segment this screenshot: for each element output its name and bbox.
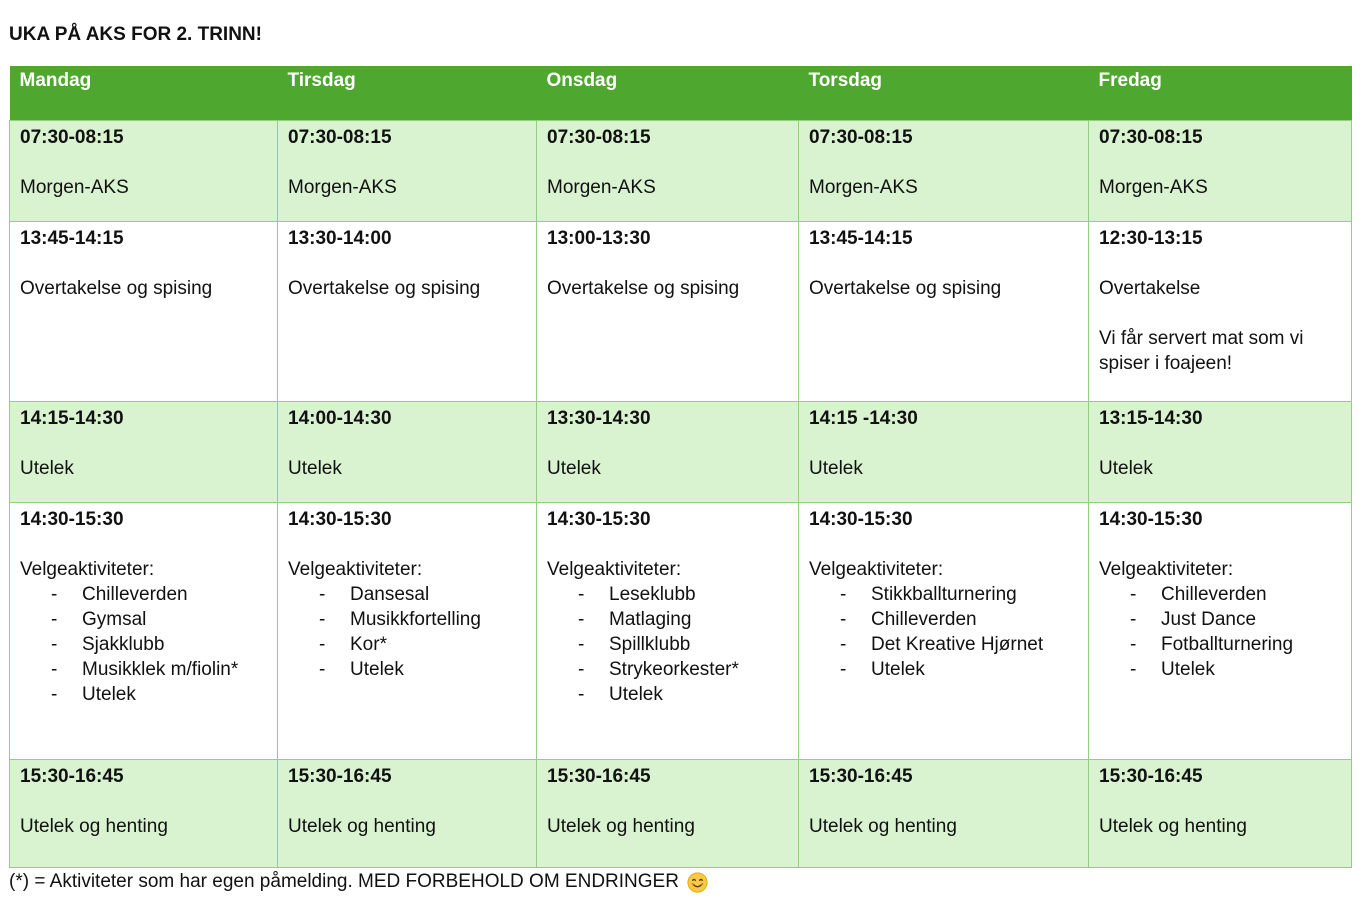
- activity-name: Sjakklubb: [82, 633, 165, 655]
- time-slot: 13:00-13:30: [547, 227, 651, 249]
- activity-item: [288, 582, 526, 607]
- outdoor-cell-monday: [10, 401, 278, 502]
- footer-text: (*) = Aktiviteter som har egen påmelding. MED FORBEHOLD OM ENDRINGER: [9, 871, 679, 892]
- bullet-dash: -: [51, 658, 58, 680]
- outdoor-cell-friday: [1089, 401, 1352, 502]
- time-slot: 13:15-14:30: [1099, 407, 1203, 429]
- activity-item: [1099, 582, 1341, 607]
- day-header-row: [10, 66, 1352, 120]
- bullet-dash: -: [1130, 608, 1137, 630]
- bullet-dash: -: [319, 633, 326, 655]
- time-slot: 14:00-14:30: [288, 407, 392, 429]
- time-slot: 07:30-08:15: [547, 126, 651, 148]
- day-header-tuesday: Tirsdag: [278, 66, 537, 120]
- outdoor-cell-tuesday: [278, 401, 537, 502]
- time-slot: 14:15-14:30: [20, 407, 124, 429]
- activity-item: [288, 632, 526, 657]
- bullet-dash: -: [578, 583, 585, 605]
- activity-item: [20, 632, 267, 657]
- activity-item: [20, 582, 267, 607]
- day-header-wednesday: Onsdag: [537, 66, 799, 120]
- time-slot: 15:30-16:45: [809, 765, 913, 787]
- slot-description: Utelek: [288, 457, 342, 479]
- bullet-dash: -: [840, 608, 847, 630]
- activity-item: [547, 607, 788, 632]
- activities-label: Velgeaktiviteter:: [20, 558, 155, 580]
- activity-item: [547, 682, 788, 707]
- activity-name: Det Kreative Hjørnet: [871, 633, 1044, 655]
- activities-label: Velgeaktiviteter:: [809, 558, 944, 580]
- outdoor-play-row: [10, 401, 1352, 502]
- bullet-dash: -: [1130, 583, 1137, 605]
- activity-item: [1099, 632, 1341, 657]
- activities-cell-friday: [1089, 502, 1352, 759]
- morning-cell-tuesday: [278, 120, 537, 221]
- time-slot: 15:30-16:45: [547, 765, 651, 787]
- slot-description: Morgen-AKS: [1099, 176, 1208, 198]
- bullet-dash: -: [1130, 633, 1137, 655]
- time-slot: 14:30-15:30: [1099, 508, 1203, 530]
- morning-cell-friday: [1089, 120, 1352, 221]
- bullet-dash: -: [578, 658, 585, 680]
- slot-description: Utelek og henting: [809, 815, 957, 837]
- bullet-dash: -: [1130, 658, 1137, 680]
- activity-name: Just Dance: [1161, 608, 1257, 630]
- bullet-dash: -: [840, 583, 847, 605]
- takeover-cell-thursday: [799, 221, 1089, 401]
- activity-list: [288, 582, 526, 682]
- time-slot: 14:30-15:30: [809, 508, 913, 530]
- activity-item: [809, 632, 1078, 657]
- bullet-dash: -: [319, 583, 326, 605]
- bullet-dash: -: [578, 608, 585, 630]
- slot-description: Utelek og henting: [547, 815, 695, 837]
- smiley-emoji-icon: [687, 872, 708, 893]
- day-header-friday: Fredag: [1089, 66, 1352, 120]
- activities-cell-monday: [10, 502, 278, 759]
- activity-name: Dansesal: [350, 583, 430, 605]
- activity-name: Spillklubb: [609, 633, 691, 655]
- morning-cell-thursday: [799, 120, 1089, 221]
- activities-label: Velgeaktiviteter:: [1099, 558, 1234, 580]
- time-slot: 15:30-16:45: [1099, 765, 1203, 787]
- slot-description: Utelek: [809, 457, 863, 479]
- activity-item: [288, 607, 526, 632]
- activity-name: Stikkballturnering: [871, 583, 1017, 605]
- time-slot: 07:30-08:15: [288, 126, 392, 148]
- bullet-dash: -: [51, 683, 58, 705]
- activity-name: Utelek: [350, 658, 404, 680]
- bullet-dash: -: [840, 658, 847, 680]
- activity-item: [20, 657, 267, 682]
- takeover-cell-monday: [10, 221, 278, 401]
- slot-description: Utelek og henting: [20, 815, 168, 837]
- activities-cell-wednesday: [537, 502, 799, 759]
- slot-description: Overtakelse og spising: [809, 277, 1002, 299]
- bullet-dash: -: [319, 608, 326, 630]
- activity-list: [20, 582, 267, 707]
- activities-cell-thursday: [799, 502, 1089, 759]
- activity-name: Chilleverden: [871, 608, 977, 630]
- outdoor-cell-wednesday: [537, 401, 799, 502]
- page-title: UKA PÅ AKS FOR 2. TRINN!: [9, 24, 262, 45]
- outdoor-cell-thursday: [799, 401, 1089, 502]
- bullet-dash: -: [578, 633, 585, 655]
- weekly-schedule-table: [9, 66, 1352, 868]
- bullet-dash: -: [51, 583, 58, 605]
- takeover-cell-tuesday: [278, 221, 537, 401]
- morning-cell-monday: [10, 120, 278, 221]
- time-slot: 13:30-14:00: [288, 227, 392, 249]
- activities-cell-tuesday: [278, 502, 537, 759]
- pickup-cell-wednesday: [537, 759, 799, 867]
- time-slot: 14:15 -14:30: [809, 407, 918, 429]
- meal-note: Vi får servert mat som vi spiser i foajeen!: [1099, 327, 1304, 374]
- pickup-cell-monday: [10, 759, 278, 867]
- time-slot: 13:45-14:15: [20, 227, 124, 249]
- pickup-cell-tuesday: [278, 759, 537, 867]
- time-slot: 13:30-14:30: [547, 407, 651, 429]
- takeover-cell-friday: [1089, 221, 1352, 401]
- activity-item: [1099, 657, 1341, 682]
- activity-name: Chilleverden: [82, 583, 188, 605]
- pickup-cell-friday: [1089, 759, 1352, 867]
- time-slot: 15:30-16:45: [288, 765, 392, 787]
- activity-name: Musikkfortelling: [350, 608, 481, 630]
- activity-item: [20, 682, 267, 707]
- time-slot: 15:30-16:45: [20, 765, 124, 787]
- activity-item: [809, 607, 1078, 632]
- activities-label: Velgeaktiviteter:: [288, 558, 423, 580]
- activity-item: [1099, 607, 1341, 632]
- time-slot: 12:30-13:15: [1099, 227, 1203, 249]
- day-header-thursday: Torsdag: [799, 66, 1089, 120]
- bullet-dash: -: [578, 683, 585, 705]
- bullet-dash: -: [840, 633, 847, 655]
- slot-description: Overtakelse og spising: [20, 277, 213, 299]
- pickup-row: [10, 759, 1352, 867]
- time-slot: 07:30-08:15: [1099, 126, 1203, 148]
- slot-description: Overtakelse og spising: [288, 277, 481, 299]
- activity-item: [809, 582, 1078, 607]
- slot-description: Morgen-AKS: [547, 176, 656, 198]
- takeover-row: [10, 221, 1352, 401]
- activity-name: Utelek: [871, 658, 925, 680]
- activity-list: [1099, 582, 1341, 682]
- activities-row: [10, 502, 1352, 759]
- slot-description: Morgen-AKS: [288, 176, 397, 198]
- time-slot: 14:30-15:30: [288, 508, 392, 530]
- slot-description: Utelek og henting: [1099, 815, 1247, 837]
- activity-item: [809, 657, 1078, 682]
- activity-name: Matlaging: [609, 608, 692, 630]
- day-header-monday: Mandag: [10, 66, 278, 120]
- activities-label: Velgeaktiviteter:: [547, 558, 682, 580]
- activity-name: Kor*: [350, 633, 387, 655]
- activity-name: Leseklubb: [609, 583, 696, 605]
- takeover-cell-wednesday: [537, 221, 799, 401]
- slot-description: Utelek: [1099, 457, 1153, 479]
- slot-description: Utelek: [547, 457, 601, 479]
- time-slot: 14:30-15:30: [20, 508, 124, 530]
- activity-name: Fotballturnering: [1161, 633, 1294, 655]
- activity-name: Gymsal: [82, 608, 147, 630]
- activity-list: [809, 582, 1078, 682]
- pickup-cell-thursday: [799, 759, 1089, 867]
- time-slot: 13:45-14:15: [809, 227, 913, 249]
- activity-item: [547, 657, 788, 682]
- morning-row: [10, 120, 1352, 221]
- activity-item: [288, 657, 526, 682]
- slot-description: Morgen-AKS: [20, 176, 129, 198]
- time-slot: 14:30-15:30: [547, 508, 651, 530]
- bullet-dash: -: [51, 633, 58, 655]
- slot-description: Utelek: [20, 457, 74, 479]
- activity-name: Utelek: [1161, 658, 1215, 680]
- activity-item: [547, 582, 788, 607]
- slot-description: Utelek og henting: [288, 815, 436, 837]
- activity-name: Utelek: [82, 683, 136, 705]
- morning-cell-wednesday: [537, 120, 799, 221]
- activity-name: Strykeorkester*: [609, 658, 739, 680]
- time-slot: 07:30-08:15: [20, 126, 124, 148]
- time-slot: 07:30-08:15: [809, 126, 913, 148]
- activity-item: [20, 607, 267, 632]
- activity-name: Utelek: [609, 683, 663, 705]
- slot-description: Overtakelse og spising: [547, 277, 740, 299]
- bullet-dash: -: [51, 608, 58, 630]
- activity-name: Chilleverden: [1161, 583, 1267, 605]
- slot-description: Morgen-AKS: [809, 176, 918, 198]
- activity-name: Musikklek m/fiolin*: [82, 658, 239, 680]
- activity-item: [547, 632, 788, 657]
- bullet-dash: -: [319, 658, 326, 680]
- activity-list: [547, 582, 788, 707]
- footer-note: [9, 871, 708, 893]
- slot-description: Overtakelse: [1099, 277, 1201, 299]
